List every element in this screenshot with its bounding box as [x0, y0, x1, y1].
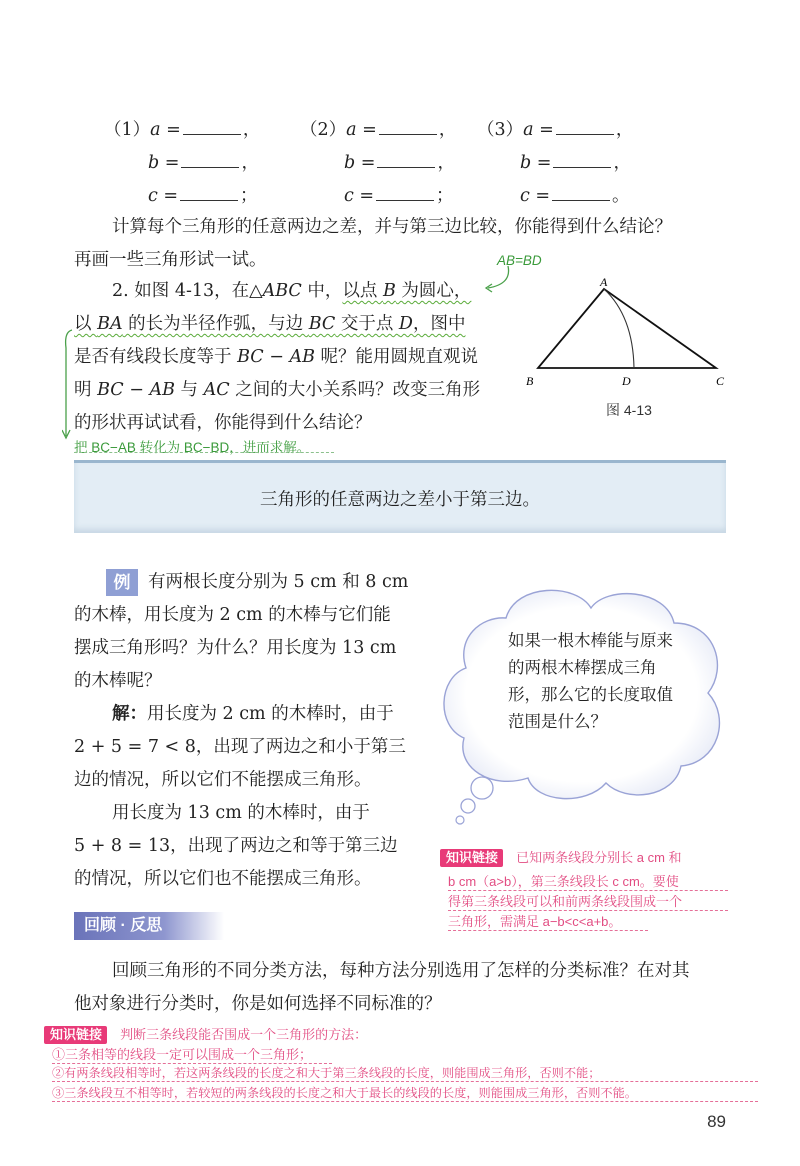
punct: ， — [242, 120, 261, 140]
text: 与 — [174, 380, 204, 400]
conclusion-text: 三角形的任意两边之差小于第三边。 — [260, 489, 540, 510]
cloud-line2: 的两根木棒摆成三角 — [508, 658, 657, 677]
bracket-line-icon — [62, 328, 76, 448]
text: 以 — [74, 314, 98, 334]
triangle-abc — [538, 289, 716, 368]
punct: ， — [615, 120, 634, 140]
question2-line4 — [74, 382, 480, 400]
punct: 。 — [612, 186, 630, 206]
underlined-phrase — [342, 281, 471, 301]
cloud-line3: 形，那么它的长度取值 — [508, 685, 673, 704]
kl2-title: 判断三条线段能否围成一个三角形的方法： — [120, 1027, 368, 1042]
figure-4-13 — [520, 272, 735, 417]
var-b-label: b = — [520, 153, 552, 173]
blank-c-row-col1 — [148, 187, 258, 206]
cloud-line1: 如果一根木棒能与原来 — [508, 631, 673, 650]
kl1-line4: 三角形，需满足 a−b<c<a+b。 — [448, 911, 648, 931]
conclusion-box — [74, 460, 726, 533]
question1-line1: 计算每个三角形的任意两边之差，并与第三边比较，你能得到什么结论？ — [112, 217, 672, 237]
page-number: 89 — [707, 1112, 726, 1131]
solution-line5: 5 + 8 = 13，出现了两边之和等于第三边 — [74, 836, 398, 856]
kl2-item2: ②有两条线段相等时，若这两条线段的长度之和大于第三条线段的长度，则能围成三角形，否则不能； — [52, 1064, 758, 1082]
blank-c-1[interactable] — [180, 187, 238, 201]
blank-a-3[interactable] — [556, 121, 614, 135]
text: 交于点 — [335, 314, 399, 334]
text: 2. 如图 4-13，在△ — [112, 281, 263, 301]
blank-row-1-col3 — [477, 121, 633, 140]
arc-bd — [604, 289, 634, 368]
segment: AC — [203, 380, 230, 400]
review-line1: 回顾三角形的不同分类方法，每种方法分别选用了怎样的分类标准？在对其 — [112, 961, 690, 981]
var-b-label: b = — [148, 153, 180, 173]
text: 是否有线段长度等于 — [74, 347, 238, 367]
question1-line2: 再画一些三角形试一试。 — [74, 250, 267, 270]
item-label-3: （3） — [477, 120, 524, 140]
solution-label: 解： — [112, 704, 147, 724]
blank-b-row-col2 — [344, 154, 455, 173]
knowledge-link-badge: 知识链接 — [44, 1026, 107, 1044]
example-line4: 的木棒呢？ — [74, 671, 162, 691]
example-badge: 例 — [106, 569, 138, 596]
segment: BC — [308, 314, 336, 334]
blank-b-2[interactable] — [377, 154, 435, 168]
solution-line1 — [112, 706, 394, 724]
punct: ， — [437, 153, 455, 173]
segment: BC — [237, 347, 264, 367]
question2-line3 — [74, 349, 478, 367]
segment: AB — [289, 347, 315, 367]
knowledge-link-2 — [44, 1024, 367, 1043]
kl1-line1: 已知两条线段分别长 a cm 和 — [516, 850, 682, 865]
blank-c-row-col2 — [344, 187, 454, 206]
blank-b-row-col1 — [148, 154, 259, 173]
text: ，图中 — [412, 314, 466, 334]
kl1-line2: b cm（a>b），第三条线段长 c cm。要使 — [448, 871, 728, 891]
var-a-label: a = — [346, 120, 377, 140]
text: − — [263, 347, 290, 367]
segment: BA — [97, 314, 123, 334]
solution-line4: 用长度为 13 cm 的木棒时，由于 — [112, 803, 370, 823]
blank-row-1-col2 — [300, 121, 456, 140]
text: 的长为半径作弧，与边 — [122, 314, 309, 334]
text: 明 — [74, 380, 98, 400]
text: 以点 — [342, 281, 383, 301]
cloud-line4: 范围是什么？ — [508, 712, 607, 731]
hint-text: 把 BC−AB 转化为 BC−BD，进而求解。 — [74, 440, 311, 455]
label-c: C — [716, 374, 725, 388]
hint-underline — [74, 452, 334, 453]
solution-line2: 2 + 5 = 7 < 8，出现了两边之和小于第三 — [74, 737, 406, 757]
text: 为圆心， — [395, 281, 472, 301]
blank-b-3[interactable] — [553, 154, 611, 168]
label-b: B — [526, 374, 534, 388]
underlined-phrase — [74, 314, 465, 334]
item-label-2: （2） — [300, 120, 347, 140]
segment: BC — [97, 380, 124, 400]
blank-row-1 — [104, 121, 260, 140]
text: 呢？能用圆规直观说 — [314, 347, 478, 367]
question2-line2 — [74, 316, 465, 334]
example-line1: 有两根长度分别为 5 cm 和 8 cm — [148, 572, 409, 592]
var-a-label: a = — [523, 120, 554, 140]
triangle-name: ABC — [262, 281, 302, 301]
punct: ， — [613, 153, 631, 173]
punct: ； — [436, 186, 454, 206]
item-label-1: （1） — [104, 120, 151, 140]
blank-b-row-col3 — [520, 154, 631, 173]
example-line3: 摆成三角形吗？为什么？用长度为 13 cm — [74, 638, 397, 658]
var-a-label: a = — [150, 120, 181, 140]
annotation-arrow-icon — [478, 264, 518, 300]
blank-a-1[interactable] — [183, 121, 241, 135]
var-b-label: b = — [344, 153, 376, 173]
punct: ； — [240, 186, 258, 206]
var-c-label: c = — [344, 186, 375, 206]
question2-line5: 的形状再试试看，你能得到什么结论？ — [74, 413, 372, 433]
figure-caption: 图 4-13 — [606, 402, 652, 418]
blank-c-2[interactable] — [376, 187, 434, 201]
blank-c-row-col3 — [520, 187, 630, 206]
segment: AB — [149, 380, 175, 400]
review-header — [74, 912, 224, 940]
text: 用长度为 2 cm 的木棒时，由于 — [147, 704, 394, 724]
point: D — [398, 314, 413, 334]
solution-line3: 边的情况，所以它们不能摆成三角形。 — [74, 770, 372, 790]
blank-c-3[interactable] — [552, 187, 610, 201]
kl2-item1: ①三条相等的线段一定可以围成一个三角形； — [52, 1044, 332, 1064]
label-a: A — [600, 275, 608, 289]
label-d: D — [622, 374, 631, 388]
example-line2: 的木棒，用长度为 2 cm 的木棒与它们能 — [74, 605, 391, 625]
var-c-label: c = — [520, 186, 551, 206]
knowledge-link-badge: 知识链接 — [440, 849, 503, 867]
blank-a-2[interactable] — [379, 121, 437, 135]
annotation-ab-bd: AB=BD — [497, 253, 542, 268]
point-b: B — [382, 281, 396, 301]
solution-line6: 的情况，所以它们也不能摆成三角形。 — [74, 869, 372, 889]
blank-b-1[interactable] — [181, 154, 239, 168]
review-title: 回顾 · 反思 — [84, 917, 163, 934]
text: − — [123, 380, 150, 400]
text: 中， — [301, 281, 343, 301]
review-line2: 他对象进行分类时，你是如何选择不同标准的？ — [74, 994, 442, 1014]
var-c-label: c = — [148, 186, 179, 206]
kl1-line3: 得第三条线段可以和前两条线段围成一个 — [448, 891, 728, 911]
text: 之间的大小关系吗？改变三角形 — [229, 380, 481, 400]
punct: ， — [438, 120, 457, 140]
question2-line1 — [112, 283, 471, 301]
punct: ， — [241, 153, 259, 173]
knowledge-link-1 — [440, 847, 682, 866]
kl2-item3: ③三条线段互不相等时，若较短的两条线段的长度之和大于最长的线段的长度，则能围成三角形，否则不能。 — [52, 1084, 758, 1102]
